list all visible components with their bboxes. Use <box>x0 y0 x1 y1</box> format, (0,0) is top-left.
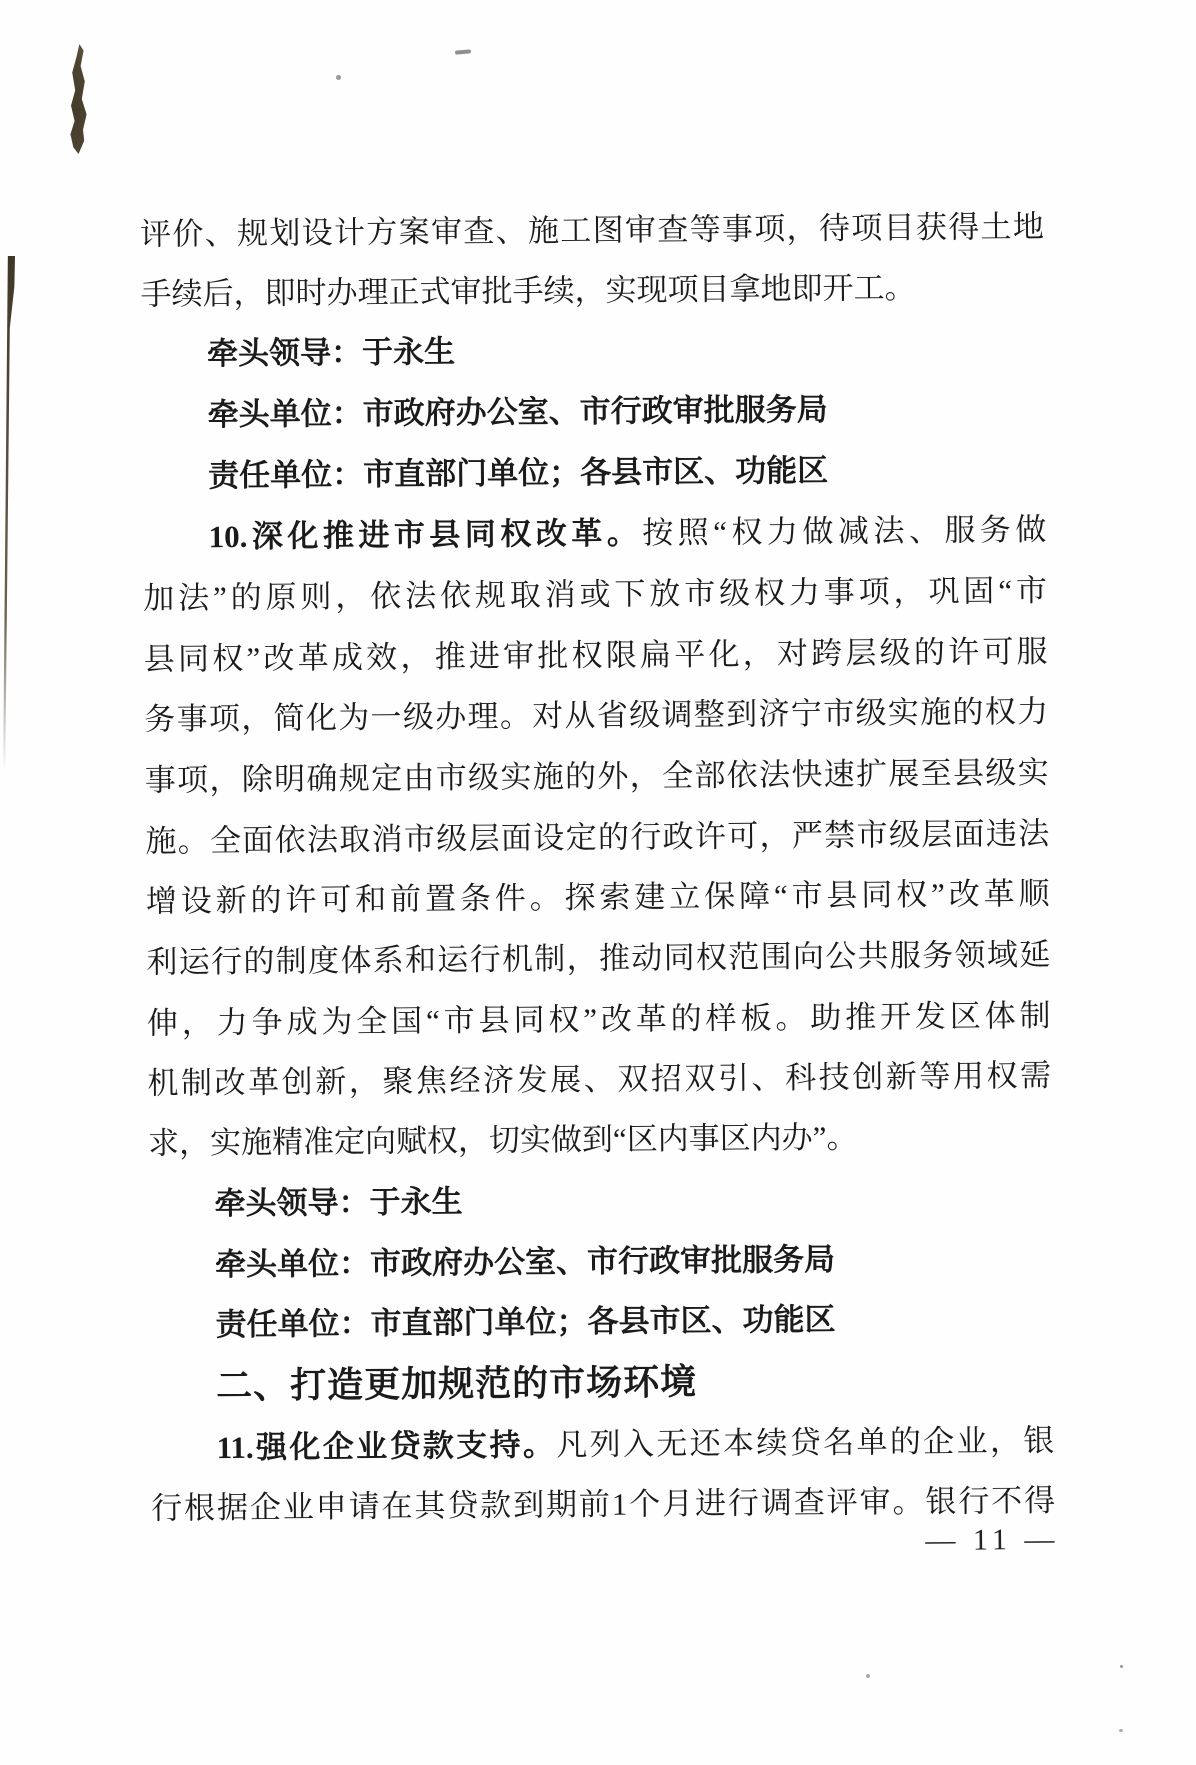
section-heading: 二、打造更加规范的市场环境 <box>215 1362 698 1407</box>
text-line: 11. 强 化 企 业 贷 款 支 持 。 凡 列 入 无 还 本 续 贷 名 单 的 企 业 ， 银 <box>216 1422 1055 1465</box>
text-line: 责任单位：市直部门单位；各县市区、功能区 <box>208 452 829 493</box>
text-line: 县 同 权 ” 改 革 成 效 ， 推 进 审 批 权 限 扁 平 化 ， 对 跨 层 级 的 许 可 服 <box>143 633 1048 677</box>
page-number: — 11 — <box>925 1522 1060 1557</box>
text-line: 事 项 ， 除 明 确 规 定 由 市 级 实 施 的 外 ， 全 部 依 法 快 速 扩 展 至 县 级 实 <box>144 754 1049 798</box>
text-line: 牵头单位：市政府办公室、市行政审批服务局 <box>207 391 828 433</box>
text-line: 机 制 改 革 创 新 ， 聚 焦 经 济 发 展 、 双 招 双 引 、 科 技 创 新 等 用 权 需 <box>147 1058 1052 1102</box>
text-line: 增 设 新 的 许 可 和 前 置 条 件 。 探 索 建 立 保 障 “ 市 县 同 权 ” 改 革 顺 <box>145 876 1050 920</box>
text-line: 牵头领导：于永生 <box>206 334 456 372</box>
text-line: 10. 深 化 推 进 市 县 同 权 改 革 。 按 照 “ 权 力 做 减 法 、 服 务 做 <box>208 512 1047 555</box>
text-line: 手续后，即时办理正式审批手续，实现项目拿地即开工。 <box>140 269 916 312</box>
document-text <box>140 196 1056 1539</box>
text-line: 评 价 、 规 划 设 计 方 案 审 查 、 施 工 图 审 查 等 事 项 ， 待 项 目 获 得 土 地 <box>139 208 1045 252</box>
text-line: 求，实施精准定向赋权，切实做到“区内事区内办”。 <box>147 1119 858 1162</box>
text-line: 利 运 行 的 制 度 体 系 和 运 行 机 制 ， 推 动 同 权 范 围 向 公 共 服 务 领 域 延 <box>146 936 1051 980</box>
text-line: 责任单位：市直部门单位；各县市区、功能区 <box>215 1302 836 1343</box>
text-line: 施 。 全 面 依 法 取 消 市 级 层 面 设 定 的 行 政 许 可 ， 严 禁 市 级 层 面 违 法 <box>145 815 1050 859</box>
text-line: 行 根 据 企 业 申 请 在 其 贷 款 到 期 前 1 个 月 进 行 调 查 评 审 。 银 行 不 得 <box>151 1483 1056 1527</box>
text-line: 务 事 项 ， 简 化 为 一 级 办 理 。 对 从 省 级 调 整 到 济 宁 市 级 实 施 的 权 力 <box>144 694 1049 738</box>
text-line: 牵头单位：市政府办公室、市行政审批服务局 <box>214 1241 836 1282</box>
text-line: 伸 ， 力 争 成 为 全 国 “ 市 县 同 权 ” 改 革 的 样 板 。 助 推 开 发 区 体 制 <box>146 997 1051 1041</box>
text-line: 加 法 ” 的 原 则 ， 依 法 依 规 取 消 或 下 放 市 级 权 力 事 项 ， 巩 固 “ 市 <box>143 572 1048 616</box>
text-line: 牵头领导：于永生 <box>214 1184 463 1222</box>
